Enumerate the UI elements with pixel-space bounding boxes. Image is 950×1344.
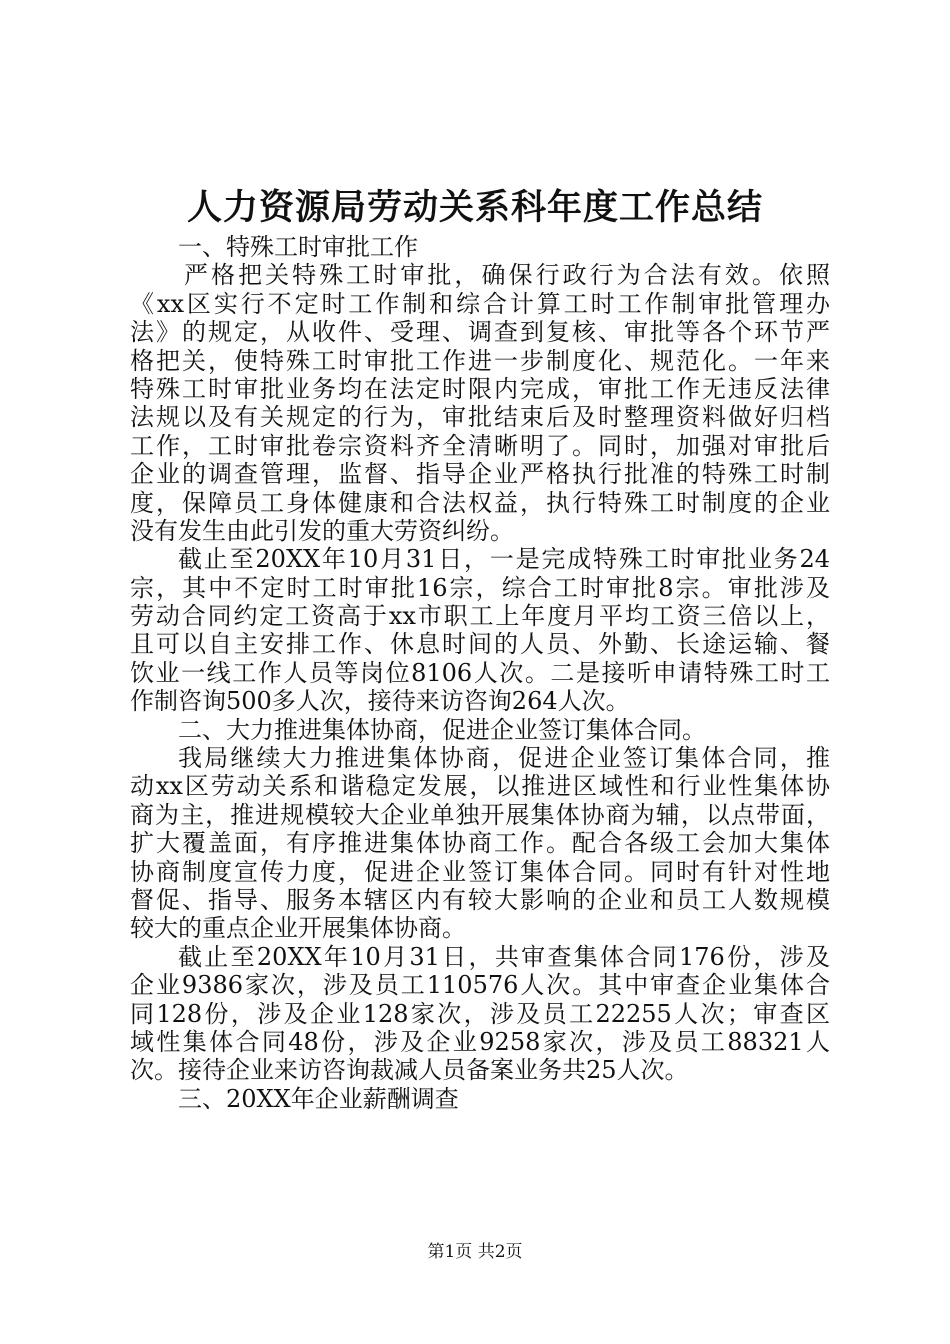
section-heading-2: 二、大力推进集体协商，促进企业签订集体合同。 [178, 715, 706, 744]
paragraph-line: 特殊工时审批业务均在法定时限内完成，审批工作无违反法律 [130, 374, 830, 403]
paragraph-line: 同128份，涉及企业128家次，涉及员工22255人次；审查区 [130, 999, 830, 1028]
paragraph-line: 截止至20XX年10月31日，一是完成特殊工时审批业务24 [178, 545, 830, 574]
paragraph-line: 作制咨询500多人次，接待来访咨询264人次。 [130, 687, 630, 716]
paragraph-line: 我局继续大力推进集体协商，促进企业签订集体合同，推 [178, 744, 830, 773]
paragraph-line: 工作，工时审批卷宗资料齐全清晰明了。同时，加强对审批后 [130, 431, 830, 460]
paragraph-line: 《xx区实行不定时工作制和综合计算工时工作制审批管理办 [130, 289, 830, 318]
paragraph-line: 没有发生由此引发的重大劳资纠纷。 [130, 516, 514, 545]
paragraph-line: 较大的重点企业开展集体协商。 [130, 914, 466, 943]
paragraph-line: 饮业一线工作人员等岗位8106人次。二是接听申请特殊工时工 [130, 658, 830, 687]
paragraph-line: 法规以及有关规定的行为，审批结束后及时整理资料做好归档 [130, 403, 830, 432]
paragraph-line: 度，保障员工身体健康和合法权益，执行特殊工时制度的企业 [130, 488, 830, 517]
section-heading-3: 三、20XX年企业薪酬调查 [178, 1084, 459, 1113]
section-heading-1: 一、特殊工时审批工作 [178, 233, 418, 261]
paragraph-line: 法》的规定，从收件、受理、调查到复核、审批等各个环节严 [130, 318, 830, 347]
document-title: 人力资源局劳动关系科年度工作总结 [186, 187, 763, 228]
paragraph-line: 格把关，使特殊工时审批工作进一步制度化、规范化。一年来 [130, 346, 830, 375]
paragraph-line: 劳动合同约定工资高于xx市职工上年度月平均工资三倍以上， [130, 602, 830, 631]
paragraph-line: 督促、指导、服务本辖区内有较大影响的企业和员工人数规模 [130, 885, 830, 914]
paragraph-line: 商为主，推进规模较大企业单独开展集体协商为辅，以点带面， [130, 800, 830, 829]
page-number-footer: 第1页 共2页 [427, 1242, 523, 1262]
paragraph-line: 协商制度宣传力度，促进企业签订集体合同。同时有针对性地 [130, 857, 830, 886]
document-body [130, 233, 830, 1113]
paragraph-line: 企业9386家次，涉及员工110576人次。其中审查企业集体合 [130, 971, 830, 1000]
paragraph-line: 域性集体合同48份，涉及企业9258家次，涉及员工88321人 [130, 1027, 830, 1056]
paragraph-line: 严格把关特殊工时审批，确保行政行为合法有效。依照 [184, 261, 830, 290]
paragraph-line: 且可以自主安排工作、休息时间的人员、外勤、长途运输、餐 [130, 630, 830, 659]
paragraph-line: 动xx区劳动关系和谐稳定发展，以推进区域性和行业性集体协 [130, 772, 830, 801]
paragraph-line: 截止至20XX年10月31日，共审查集体合同176份，涉及 [178, 942, 830, 971]
paragraph-line: 次。接待企业来访咨询裁减人员备案业务共25人次。 [130, 1056, 689, 1085]
paragraph-line: 宗，其中不定时工时审批16宗，综合工时审批8宗。审批涉及 [130, 573, 830, 602]
paragraph-line: 企业的调查管理，监督、指导企业严格执行批准的特殊工时制 [130, 460, 830, 489]
paragraph-line: 扩大覆盖面，有序推进集体协商工作。配合各级工会加大集体 [130, 829, 830, 858]
